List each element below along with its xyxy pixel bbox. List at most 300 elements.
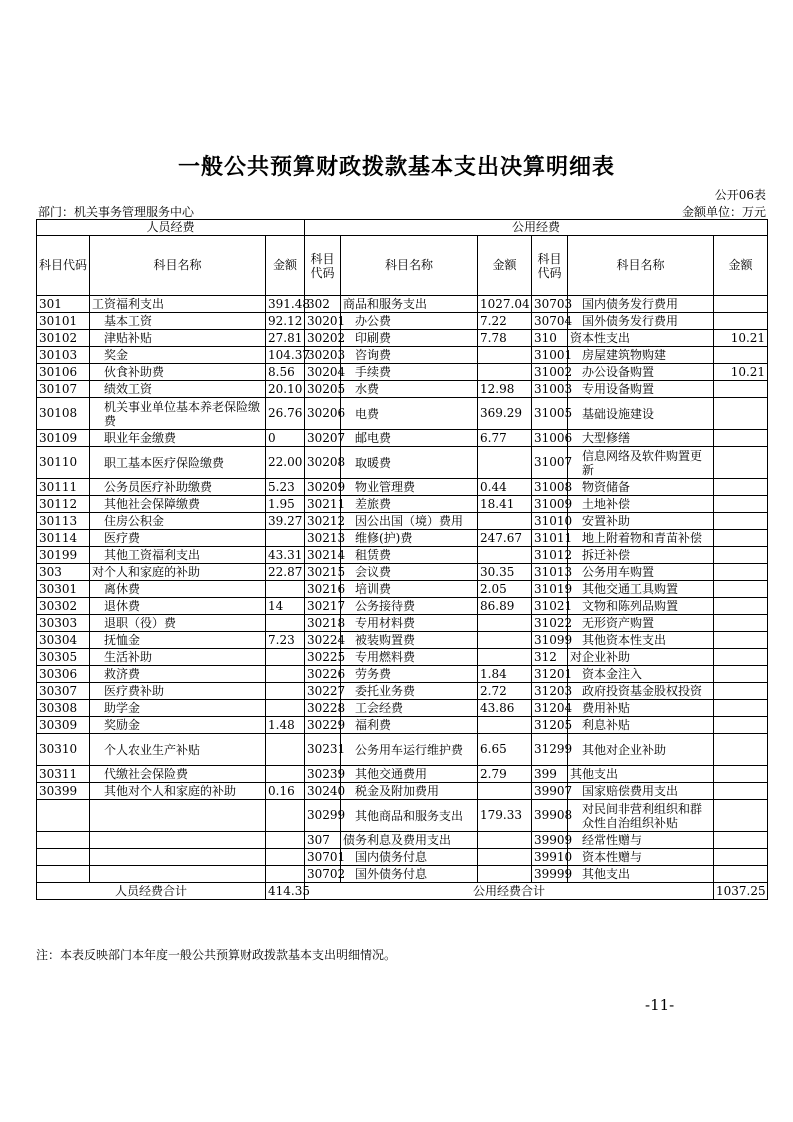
personnel-code-cell: 30303 [37, 615, 90, 632]
public-mid-code-cell: 30217 [305, 598, 341, 615]
table-row [37, 496, 768, 513]
public-right-amount-cell [714, 530, 768, 547]
public-right-amount-cell [714, 717, 768, 734]
personnel-amount-cell: 20.10 [266, 381, 305, 398]
table-row [37, 296, 768, 313]
personnel-code-cell: 30309 [37, 717, 90, 734]
personnel-name-cell: 抚恤金 [90, 632, 266, 649]
table-row [37, 615, 768, 632]
table-row [37, 547, 768, 564]
personnel-code-cell: 30111 [37, 479, 90, 496]
personnel-name-cell: 其他工资福利支出 [90, 547, 266, 564]
public-mid-code-cell: 30225 [305, 649, 341, 666]
public-right-name-cell: 资本性赠与 [568, 849, 714, 866]
public-right-name-cell: 资本性支出 [568, 330, 714, 347]
personnel-amount-cell [266, 666, 305, 683]
public-mid-code-cell: 30205 [305, 381, 341, 398]
public-mid-code-cell: 30211 [305, 496, 341, 513]
public-right-name-cell: 土地补偿 [568, 496, 714, 513]
public-right-name-cell: 其他交通工具购置 [568, 581, 714, 598]
public-mid-name-cell: 取暖费 [341, 447, 478, 479]
public-right-name-cell: 地上附着物和青苗补偿 [568, 530, 714, 547]
personnel-code-cell: 30307 [37, 683, 90, 700]
public-mid-code-cell: 30206 [305, 398, 341, 430]
personnel-name-cell: 离休费 [90, 581, 266, 598]
public-mid-amount-cell: 369.29 [478, 398, 532, 430]
public-mid-code-cell: 30209 [305, 479, 341, 496]
personnel-name-cell: 救济费 [90, 666, 266, 683]
public-right-amount-cell [714, 683, 768, 700]
public-mid-name-cell: 维修(护)费 [341, 530, 478, 547]
table-number: 公开06表 [714, 188, 766, 202]
personnel-name-cell [90, 866, 266, 883]
personnel-name-cell [90, 849, 266, 866]
public-mid-amount-cell: 6.77 [478, 430, 532, 447]
public-right-code-cell: 30704 [532, 313, 568, 330]
page-title: 一般公共预算财政拨款基本支出决算明细表 [177, 154, 615, 180]
public-mid-amount-cell [478, 717, 532, 734]
personnel-code-cell: 30310 [37, 734, 90, 766]
public-right-amount-cell [714, 347, 768, 364]
public-mid-code-cell: 30204 [305, 364, 341, 381]
personnel-code-cell: 30103 [37, 347, 90, 364]
personnel-amount-cell [266, 649, 305, 666]
personnel-code-cell: 303 [37, 564, 90, 581]
personnel-code-cell: 30108 [37, 398, 90, 430]
personnel-name-cell: 退职（役）费 [90, 615, 266, 632]
public-right-name-cell: 文物和陈列品购置 [568, 598, 714, 615]
public-mid-name-cell: 租赁费 [341, 547, 478, 564]
public-mid-name-cell: 国外债务付息 [341, 866, 478, 883]
public-right-name-cell: 对民间非营利组织和群众性自治组织补贴 [568, 800, 714, 832]
public-mid-name-cell: 委托业务费 [341, 683, 478, 700]
public-right-code-cell: 31013 [532, 564, 568, 581]
personnel-code-cell: 30106 [37, 364, 90, 381]
public-mid-code-cell: 30701 [305, 849, 341, 866]
public-right-amount-cell: 10.21 [714, 364, 768, 381]
public-mid-name-cell: 福利费 [341, 717, 478, 734]
public-right-amount-cell [714, 734, 768, 766]
public-right-amount-cell [714, 598, 768, 615]
public-mid-amount-cell [478, 783, 532, 800]
public-mid-code-cell: 30214 [305, 547, 341, 564]
public-right-amount-cell [714, 766, 768, 783]
public-right-code-cell: 39908 [532, 800, 568, 832]
public-mid-amount-cell [478, 547, 532, 564]
public-mid-amount-cell: 30.35 [478, 564, 532, 581]
table-row [37, 666, 768, 683]
public-mid-name-cell: 咨询费 [341, 347, 478, 364]
public-mid-amount-cell [478, 649, 532, 666]
public-right-name-cell: 费用补贴 [568, 700, 714, 717]
personnel-name-cell: 代缴社会保险费 [90, 766, 266, 783]
public-right-amount-cell [714, 313, 768, 330]
public-mid-code-cell: 30231 [305, 734, 341, 766]
public-right-code-cell: 31204 [532, 700, 568, 717]
table-row [37, 364, 768, 381]
personnel-name-cell: 其他社会保障缴费 [90, 496, 266, 513]
public-mid-amount-cell [478, 849, 532, 866]
public-right-amount-cell [714, 564, 768, 581]
public-right-code-cell: 312 [532, 649, 568, 666]
public-mid-name-cell: 水费 [341, 381, 478, 398]
public-mid-amount-cell [478, 513, 532, 530]
public-right-code-cell: 30703 [532, 296, 568, 313]
personnel-total-amount: 414.35 [266, 883, 305, 900]
personnel-name-cell: 伙食补助费 [90, 364, 266, 381]
personnel-name-cell: 机关事业单位基本养老保险缴费 [90, 398, 266, 430]
personnel-total-label: 人员经费合计 [37, 883, 266, 900]
public-right-amount-cell [714, 783, 768, 800]
personnel-amount-cell [266, 683, 305, 700]
personnel-name-cell: 生活补助 [90, 649, 266, 666]
public-mid-code-cell: 30203 [305, 347, 341, 364]
public-right-name-cell: 大型修缮 [568, 430, 714, 447]
personnel-name-cell: 绩效工资 [90, 381, 266, 398]
public-mid-amount-cell: 6.65 [478, 734, 532, 766]
public-right-name-cell: 信息网络及软件购置更新 [568, 447, 714, 479]
personnel-code-cell [37, 800, 90, 832]
public-right-amount-cell [714, 430, 768, 447]
public-right-code-cell: 31002 [532, 364, 568, 381]
personnel-code-cell [37, 849, 90, 866]
public-right-code-cell: 31009 [532, 496, 568, 513]
public-mid-amount-cell: 2.05 [478, 581, 532, 598]
public-right-name-cell: 利息补贴 [568, 717, 714, 734]
personnel-amount-cell: 43.31 [266, 547, 305, 564]
code-header: 科目代码 [305, 236, 341, 296]
public-mid-name-cell: 手续费 [341, 364, 478, 381]
expenditure-table [36, 219, 768, 900]
table-row [37, 717, 768, 734]
public-mid-amount-cell [478, 364, 532, 381]
personnel-name-cell: 津贴补贴 [90, 330, 266, 347]
public-mid-name-cell: 其他交通费用 [341, 766, 478, 783]
public-right-code-cell: 31201 [532, 666, 568, 683]
public-mid-name-cell: 培训费 [341, 581, 478, 598]
public-mid-name-cell: 商品和服务支出 [341, 296, 478, 313]
personnel-amount-cell: 5.23 [266, 479, 305, 496]
public-mid-amount-cell: 2.72 [478, 683, 532, 700]
personnel-amount-cell: 0 [266, 430, 305, 447]
public-mid-amount-cell [478, 832, 532, 849]
table-row [37, 783, 768, 800]
public-right-amount-cell [714, 513, 768, 530]
public-mid-name-cell: 因公出国（境）费用 [341, 513, 478, 530]
public-right-amount-cell [714, 866, 768, 883]
table-row [37, 734, 768, 766]
public-right-code-cell: 31001 [532, 347, 568, 364]
personnel-amount-cell: 14 [266, 598, 305, 615]
public-right-code-cell: 31019 [532, 581, 568, 598]
public-mid-amount-cell: 7.22 [478, 313, 532, 330]
public-mid-amount-cell: 0.44 [478, 479, 532, 496]
public-right-amount-cell [714, 632, 768, 649]
personnel-amount-cell [266, 766, 305, 783]
public-right-amount-cell [714, 547, 768, 564]
public-header: 公用经费 [305, 220, 768, 236]
personnel-name-cell: 奖金 [90, 347, 266, 364]
public-mid-code-cell: 30240 [305, 783, 341, 800]
personnel-code-cell: 30101 [37, 313, 90, 330]
personnel-code-cell: 30302 [37, 598, 90, 615]
public-mid-amount-cell: 2.79 [478, 766, 532, 783]
public-mid-amount-cell [478, 615, 532, 632]
personnel-code-cell: 30301 [37, 581, 90, 598]
public-right-name-cell: 其他支出 [568, 866, 714, 883]
table-row [37, 564, 768, 581]
table-row [37, 800, 768, 832]
table-row [37, 832, 768, 849]
page-number: -11- [645, 996, 675, 1014]
public-mid-amount-cell [478, 347, 532, 364]
public-right-code-cell: 31021 [532, 598, 568, 615]
public-right-code-cell: 31003 [532, 381, 568, 398]
name-header: 科目名称 [568, 236, 714, 296]
personnel-code-cell: 30107 [37, 381, 90, 398]
personnel-name-cell: 对个人和家庭的补助 [90, 564, 266, 581]
personnel-code-cell: 30114 [37, 530, 90, 547]
name-header: 科目名称 [90, 236, 266, 296]
public-mid-code-cell: 30208 [305, 447, 341, 479]
public-right-name-cell: 专用设备购置 [568, 381, 714, 398]
public-mid-name-cell: 办公费 [341, 313, 478, 330]
personnel-code-cell: 30308 [37, 700, 90, 717]
public-mid-amount-cell: 1.84 [478, 666, 532, 683]
public-right-code-cell: 310 [532, 330, 568, 347]
personnel-amount-cell [266, 530, 305, 547]
public-right-amount-cell [714, 296, 768, 313]
public-mid-code-cell: 30218 [305, 615, 341, 632]
table-row [37, 479, 768, 496]
public-mid-amount-cell: 18.41 [478, 496, 532, 513]
public-mid-name-cell: 专用燃料费 [341, 649, 478, 666]
personnel-amount-cell [266, 700, 305, 717]
public-right-name-cell: 对企业补助 [568, 649, 714, 666]
public-right-name-cell: 国家赔偿费用支出 [568, 783, 714, 800]
public-mid-name-cell: 专用材料费 [341, 615, 478, 632]
table-row [37, 347, 768, 364]
personnel-code-cell: 30113 [37, 513, 90, 530]
public-mid-name-cell: 差旅费 [341, 496, 478, 513]
public-right-code-cell: 39910 [532, 849, 568, 866]
public-right-amount-cell [714, 832, 768, 849]
personnel-code-cell: 30399 [37, 783, 90, 800]
public-right-code-cell: 31099 [532, 632, 568, 649]
public-mid-amount-cell: 179.33 [478, 800, 532, 832]
personnel-amount-cell: 1.95 [266, 496, 305, 513]
public-mid-name-cell: 公务接待费 [341, 598, 478, 615]
public-mid-amount-cell: 43.86 [478, 700, 532, 717]
public-right-amount-cell [714, 800, 768, 832]
public-right-amount-cell [714, 666, 768, 683]
personnel-amount-cell [266, 581, 305, 598]
public-mid-code-cell: 30226 [305, 666, 341, 683]
public-mid-code-cell: 307 [305, 832, 341, 849]
table-row [37, 530, 768, 547]
public-right-code-cell: 31022 [532, 615, 568, 632]
public-right-amount-cell [714, 849, 768, 866]
public-right-name-cell: 无形资产购置 [568, 615, 714, 632]
public-right-amount-cell [714, 381, 768, 398]
public-mid-code-cell: 30202 [305, 330, 341, 347]
public-right-name-cell: 经常性赠与 [568, 832, 714, 849]
personnel-amount-cell: 27.81 [266, 330, 305, 347]
public-right-code-cell: 39999 [532, 866, 568, 883]
personnel-amount-cell: 1.48 [266, 717, 305, 734]
table-row [37, 683, 768, 700]
public-right-amount-cell: 10.21 [714, 330, 768, 347]
public-right-code-cell: 31299 [532, 734, 568, 766]
amount-header: 金额 [478, 236, 532, 296]
amount-unit-label: 金额单位：万元 [681, 205, 766, 219]
table-row [37, 649, 768, 666]
public-right-name-cell: 房屋建筑物购建 [568, 347, 714, 364]
public-right-code-cell: 399 [532, 766, 568, 783]
personnel-name-cell: 职业年金缴费 [90, 430, 266, 447]
table-row [37, 598, 768, 615]
public-mid-amount-cell: 7.78 [478, 330, 532, 347]
table-row [37, 398, 768, 430]
personnel-amount-cell: 26.76 [266, 398, 305, 430]
personnel-name-cell: 职工基本医疗保险缴费 [90, 447, 266, 479]
name-header: 科目名称 [341, 236, 478, 296]
public-mid-code-cell: 30702 [305, 866, 341, 883]
table-row [37, 700, 768, 717]
public-right-amount-cell [714, 700, 768, 717]
personnel-name-cell: 个人农业生产补贴 [90, 734, 266, 766]
personnel-code-cell: 30304 [37, 632, 90, 649]
public-mid-amount-cell: 86.89 [478, 598, 532, 615]
table-row [37, 849, 768, 866]
personnel-name-cell: 其他对个人和家庭的补助 [90, 783, 266, 800]
public-right-code-cell: 31005 [532, 398, 568, 430]
public-mid-name-cell: 税金及附加费用 [341, 783, 478, 800]
personnel-name-cell: 奖励金 [90, 717, 266, 734]
public-total-label: 公用经费合计 [305, 883, 714, 900]
public-right-amount-cell [714, 649, 768, 666]
public-right-name-cell: 资本金注入 [568, 666, 714, 683]
public-right-name-cell: 其他资本性支出 [568, 632, 714, 649]
table-row [37, 513, 768, 530]
public-mid-code-cell: 30239 [305, 766, 341, 783]
public-right-amount-cell [714, 398, 768, 430]
personnel-code-cell [37, 866, 90, 883]
personnel-code-cell: 30110 [37, 447, 90, 479]
personnel-amount-cell [266, 866, 305, 883]
public-right-amount-cell [714, 479, 768, 496]
personnel-amount-cell: 22.00 [266, 447, 305, 479]
code-header: 科目代码 [532, 236, 568, 296]
personnel-name-cell [90, 800, 266, 832]
personnel-code-cell: 30102 [37, 330, 90, 347]
public-mid-amount-cell [478, 632, 532, 649]
public-right-name-cell: 其他对企业补助 [568, 734, 714, 766]
public-right-name-cell: 物资储备 [568, 479, 714, 496]
personnel-amount-cell [266, 734, 305, 766]
public-right-name-cell: 拆迁补偿 [568, 547, 714, 564]
personnel-name-cell: 公务员医疗补助缴费 [90, 479, 266, 496]
personnel-amount-cell: 0.16 [266, 783, 305, 800]
public-mid-code-cell: 30216 [305, 581, 341, 598]
table-row [37, 766, 768, 783]
amount-header: 金额 [266, 236, 305, 296]
table-row [37, 430, 768, 447]
personnel-code-cell: 301 [37, 296, 90, 313]
personnel-name-cell: 工资福利支出 [90, 296, 266, 313]
public-mid-amount-cell [478, 866, 532, 883]
public-right-code-cell: 39909 [532, 832, 568, 849]
table-row [37, 313, 768, 330]
personnel-code-cell [37, 832, 90, 849]
public-mid-name-cell: 会议费 [341, 564, 478, 581]
personnel-name-cell: 基本工资 [90, 313, 266, 330]
personnel-code-cell: 30199 [37, 547, 90, 564]
public-mid-amount-cell [478, 447, 532, 479]
personnel-code-cell: 30112 [37, 496, 90, 513]
table-row [37, 330, 768, 347]
personnel-name-cell [90, 832, 266, 849]
personnel-name-cell: 医疗费补助 [90, 683, 266, 700]
public-mid-name-cell: 邮电费 [341, 430, 478, 447]
public-mid-code-cell: 30227 [305, 683, 341, 700]
public-mid-name-cell: 其他商品和服务支出 [341, 800, 478, 832]
public-right-code-cell: 39907 [532, 783, 568, 800]
personnel-amount-cell [266, 849, 305, 866]
table-row [37, 632, 768, 649]
public-right-amount-cell [714, 615, 768, 632]
personnel-amount-cell: 22.87 [266, 564, 305, 581]
public-mid-name-cell: 公务用车运行维护费 [341, 734, 478, 766]
department-label: 部门：机关事务管理服务中心 [38, 205, 195, 219]
amount-header: 金额 [714, 236, 768, 296]
public-total-amount: 1037.25 [714, 883, 768, 900]
public-mid-code-cell: 30299 [305, 800, 341, 832]
personnel-header: 人员经费 [37, 220, 305, 236]
public-right-code-cell: 31011 [532, 530, 568, 547]
personnel-amount-cell: 92.12 [266, 313, 305, 330]
public-mid-name-cell: 劳务费 [341, 666, 478, 683]
public-right-code-cell: 31008 [532, 479, 568, 496]
public-mid-code-cell: 30229 [305, 717, 341, 734]
table-row [37, 381, 768, 398]
public-right-name-cell: 办公设备购置 [568, 364, 714, 381]
public-right-code-cell: 31205 [532, 717, 568, 734]
personnel-amount-cell [266, 800, 305, 832]
table-row [37, 581, 768, 598]
public-mid-code-cell: 30228 [305, 700, 341, 717]
public-right-name-cell: 公务用车购置 [568, 564, 714, 581]
public-mid-name-cell: 电费 [341, 398, 478, 430]
personnel-amount-cell: 391.48 [266, 296, 305, 313]
personnel-amount-cell [266, 615, 305, 632]
personnel-code-cell: 30109 [37, 430, 90, 447]
public-mid-name-cell: 工会经费 [341, 700, 478, 717]
public-mid-amount-cell: 12.98 [478, 381, 532, 398]
personnel-amount-cell: 39.27 [266, 513, 305, 530]
public-mid-name-cell: 债务利息及费用支出 [341, 832, 478, 849]
public-right-amount-cell [714, 496, 768, 513]
public-right-amount-cell [714, 581, 768, 598]
public-mid-code-cell: 30207 [305, 430, 341, 447]
public-right-code-cell: 31006 [532, 430, 568, 447]
public-mid-name-cell: 物业管理费 [341, 479, 478, 496]
personnel-amount-cell [266, 832, 305, 849]
public-right-name-cell: 基础设施建设 [568, 398, 714, 430]
personnel-code-cell: 30306 [37, 666, 90, 683]
public-right-code-cell: 31012 [532, 547, 568, 564]
personnel-amount-cell: 104.37 [266, 347, 305, 364]
